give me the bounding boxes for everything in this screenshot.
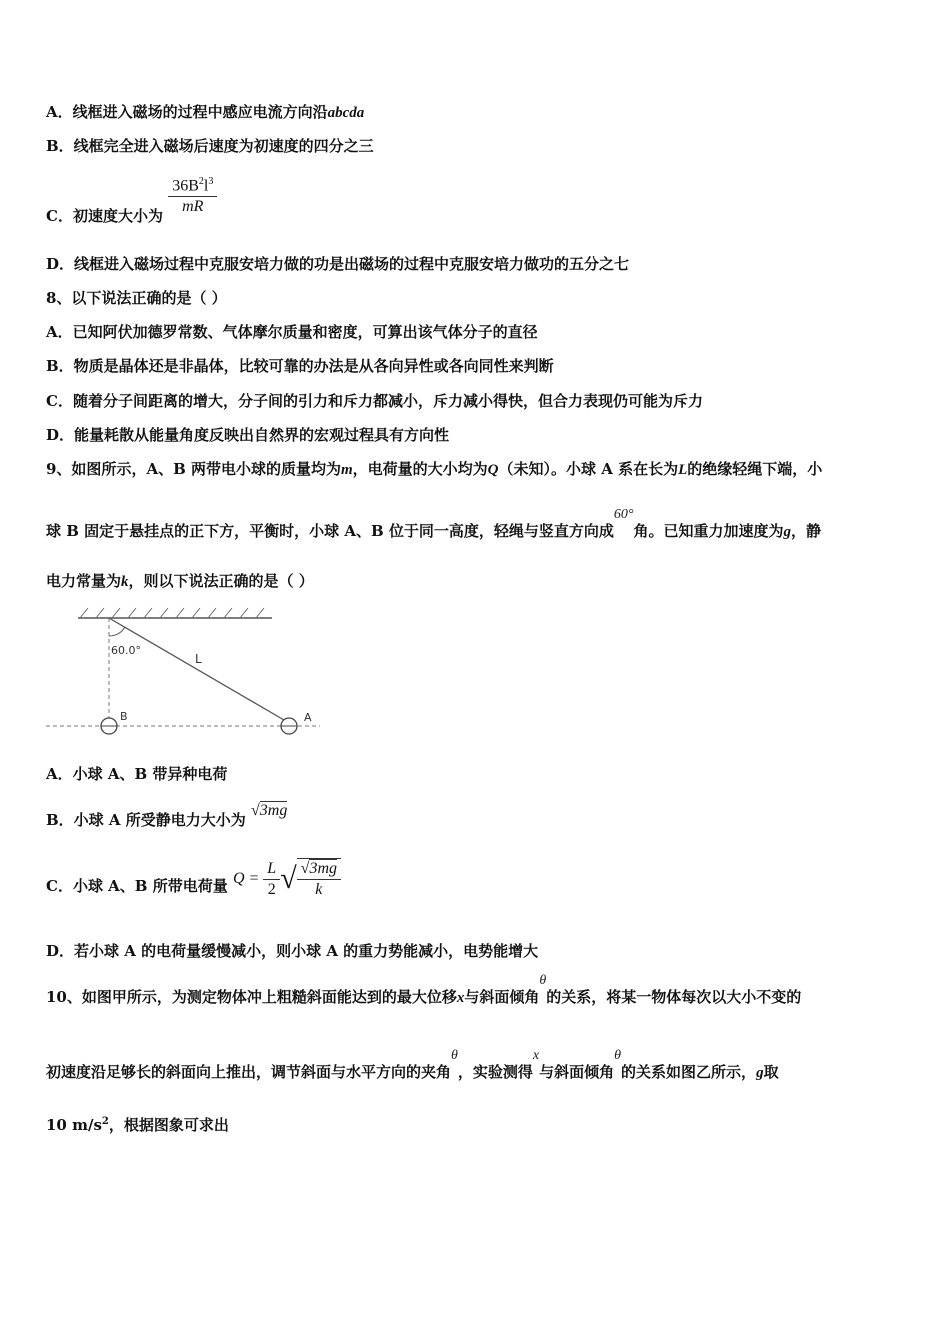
var-l: L bbox=[678, 462, 688, 478]
q8-option-a: A．已知阿伏加德罗常数、气体摩尔质量和密度，可算出该气体分子的直径 bbox=[46, 323, 538, 341]
q10-2a: 初速度沿足够长的斜面向上推出，调节斜面与水平方向的夹角 bbox=[46, 1063, 452, 1081]
q8-option-b: B．物质是晶体还是非晶体，比较可靠的办法是从各向异性或各向同性来判断 bbox=[46, 357, 554, 375]
q9-stem-1c: （未知）。小球 A 系在长为 bbox=[498, 460, 679, 478]
sqrt-3mg: 3mg bbox=[259, 802, 288, 819]
q9-option-b bbox=[46, 802, 288, 831]
q9-stem-line1 bbox=[46, 459, 822, 480]
q9-stem-line2 bbox=[46, 507, 822, 543]
inner-sqrt-sign: √ bbox=[300, 860, 310, 877]
sup-3: 3 bbox=[208, 176, 214, 187]
ball-b-label: B bbox=[120, 710, 128, 723]
rope-label: L bbox=[195, 652, 202, 666]
var-q: Q bbox=[487, 462, 499, 478]
q9-option-d: D．若小球 A 的电荷量缓慢减小，则小球 A 的重力势能减小，电势能增大 bbox=[46, 942, 539, 960]
sqrt-sign: √ bbox=[251, 802, 260, 819]
q9-stem-line3 bbox=[46, 571, 314, 592]
q9-stem-2b: 角。已知重力加速度为 bbox=[633, 522, 784, 540]
q10-2c: 与斜面倾角 bbox=[539, 1063, 615, 1081]
inner-3mg: 3mg bbox=[309, 860, 338, 877]
q7-option-c-text: C．初速度大小为 bbox=[46, 206, 163, 225]
q10-3a: 10 m/s bbox=[46, 1116, 102, 1134]
q10-2b: ，实验测得 bbox=[457, 1063, 533, 1081]
q9-stem-1a: 9、如图所示，A、B 两带电小球的质量均为 bbox=[46, 460, 341, 478]
fraction-denominator: mR bbox=[182, 198, 204, 216]
fraction-numerator bbox=[168, 172, 217, 197]
q9-option-a: A．小球 A、B 带异种电荷 bbox=[46, 765, 228, 783]
ball-a-label: A bbox=[304, 711, 312, 724]
q7-option-a bbox=[46, 102, 364, 123]
var-x-2: x bbox=[532, 1048, 540, 1063]
num-l: l bbox=[203, 177, 209, 195]
var-m: m bbox=[340, 462, 353, 478]
var-x: x bbox=[456, 990, 465, 1006]
q7-option-a-var: abcda bbox=[327, 105, 365, 121]
q10-1c: 的关系，将某一物体每次以大小不变的 bbox=[546, 988, 802, 1006]
frac-l: L bbox=[263, 859, 280, 880]
q9-stem-1d: 的绝缘轻绳下端，小 bbox=[687, 460, 823, 478]
angle-arc bbox=[109, 627, 125, 636]
num-36b: 36B bbox=[172, 177, 199, 195]
q10-2d: 的关系如图乙所示， bbox=[621, 1063, 757, 1081]
q9-option-c-math bbox=[233, 858, 341, 900]
q9-option-c bbox=[46, 858, 341, 900]
q10-1b: 与斜面倾角 bbox=[464, 988, 540, 1006]
var-g: g bbox=[783, 524, 792, 540]
q9-option-b-text: B．小球 A 所受静电力大小为 bbox=[46, 811, 246, 829]
angle-60: 60° bbox=[613, 507, 634, 522]
q9-stem-2c: ，静 bbox=[791, 522, 822, 540]
q9-option-c-text: C．小球 A、B 所带电荷量 bbox=[46, 877, 228, 895]
q10-line3 bbox=[46, 1112, 229, 1135]
rope-line bbox=[109, 618, 284, 720]
q9-figure bbox=[40, 600, 330, 745]
l-over-2 bbox=[263, 859, 280, 900]
q8-stem: 8、以下说法正确的是（ ） bbox=[46, 289, 227, 307]
q8-option-d: D．能量耗散从能量角度反映出自然界的宏观过程具有方向性 bbox=[46, 426, 450, 444]
q9-stem-3b: ，则以下说法正确的是（ ） bbox=[128, 572, 314, 590]
q10-line2 bbox=[46, 1048, 779, 1084]
var-k: k bbox=[121, 574, 129, 590]
var-theta: θ bbox=[539, 973, 547, 988]
sqrt-fraction bbox=[297, 858, 341, 900]
sup-2: 2 bbox=[198, 176, 204, 187]
q9-stem-2a: 球 B 固定于悬挂点的正下方，平衡时，小球 A、B 位于同一高度，轻绳与竖直方向成 bbox=[46, 522, 614, 540]
frac-2: 2 bbox=[267, 880, 276, 898]
q7-option-c bbox=[46, 172, 217, 225]
q9-option-b-math bbox=[251, 802, 287, 819]
q10-3b: ，根据图象可求出 bbox=[108, 1116, 229, 1134]
q7-option-c-fraction bbox=[168, 172, 217, 217]
q7-option-a-text: A．线框进入磁场的过程中感应电流方向沿 bbox=[46, 103, 328, 121]
q10-1a: 10、如图甲所示，为测定物体冲上粗糙斜面能达到的最大位移 bbox=[46, 988, 457, 1006]
big-sqrt-sign: √ bbox=[280, 862, 297, 895]
var-theta-2: θ bbox=[451, 1048, 458, 1063]
inner-k: k bbox=[315, 881, 323, 898]
q10-line1 bbox=[46, 973, 802, 1009]
var-theta-3: θ bbox=[614, 1048, 622, 1063]
math-q-equals: Q = bbox=[232, 870, 260, 887]
inner-num bbox=[297, 859, 341, 880]
q9-stem-1b: ，电荷量的大小均为 bbox=[352, 460, 488, 478]
q9-stem-3a: 电力常量为 bbox=[46, 572, 122, 590]
sup-2-unit: 2 bbox=[101, 1116, 109, 1127]
var-g-2: g bbox=[756, 1065, 764, 1081]
angle-label: 60.0° bbox=[111, 644, 141, 657]
q7-option-d: D．线框进入磁场过程中克服安培力做的功是出磁场的过程中克服安培力做功的五分之七 bbox=[46, 255, 630, 273]
q8-option-c: C．随着分子间距离的增大，分子间的引力和斥力都减小，斥力减小得快，但合力表现仍可能为斥力 bbox=[46, 392, 703, 410]
ceiling-hatch bbox=[80, 608, 264, 618]
q10-2e: 取 bbox=[763, 1063, 779, 1081]
q7-option-b: B．线框完全进入磁场后速度为初速度的四分之三 bbox=[46, 137, 374, 155]
